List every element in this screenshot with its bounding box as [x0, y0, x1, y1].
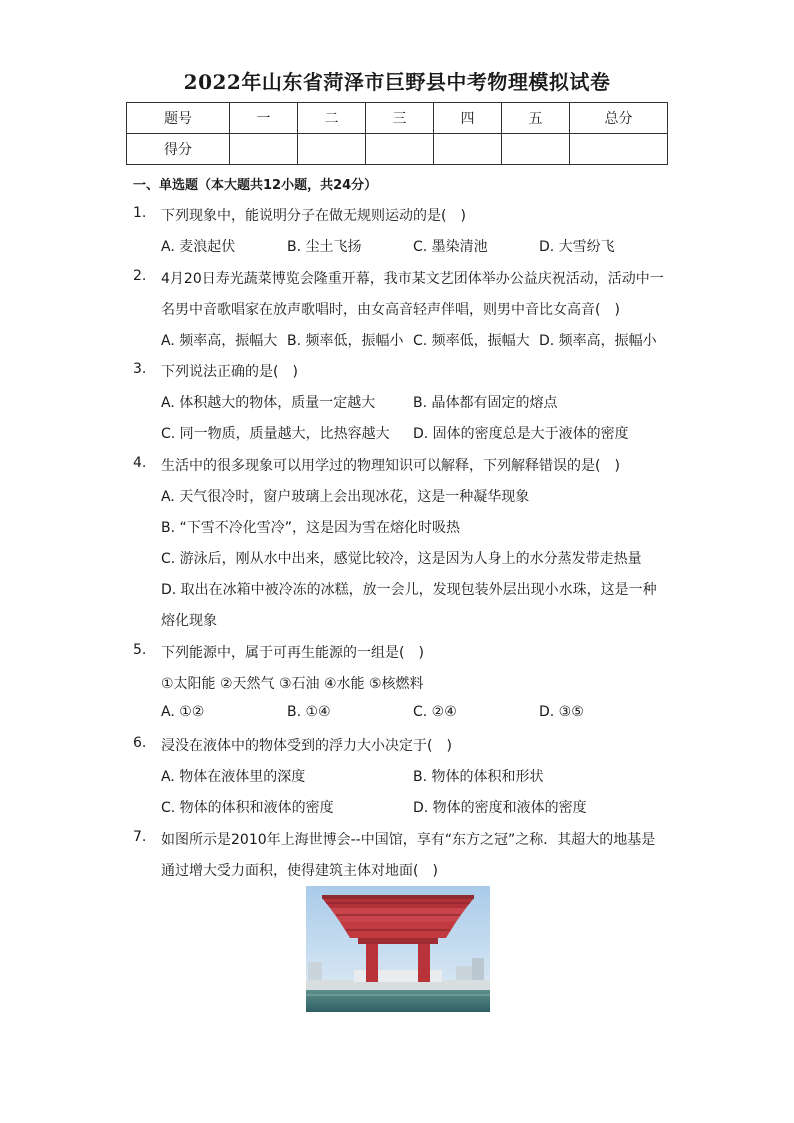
score-header-cell: 五: [502, 103, 570, 134]
score-table: [126, 102, 668, 165]
score-cell: [298, 134, 366, 165]
option-d: D. 固体的密度总是大于液体的密度: [413, 426, 629, 442]
option-d-line-1: D. 取出在冰箱中被冷冻的冰糕，放一会儿，发现包装外层出现小水珠，这是一种: [161, 582, 657, 598]
score-table-score-row: [127, 134, 668, 165]
option-b: B. “下雪不冷化雪冷”，这是因为雪在熔化时吸热: [161, 520, 461, 536]
question-number: 5.: [133, 642, 147, 658]
score-header-cell: 四: [434, 103, 502, 134]
option-b: B. 晶体都有固定的熔点: [413, 395, 558, 411]
score-header-cell: 三: [366, 103, 434, 134]
china-pavilion-photo: [306, 886, 490, 1012]
score-row-label: 得分: [127, 134, 230, 165]
question-stem: 下列现象中，能说明分子在做无规则运动的是( ): [161, 208, 466, 224]
question-stem: 浸没在液体中的物体受到的浮力大小决定于( ): [161, 738, 452, 754]
option-a: A. 体积越大的物体，质量一定越大: [161, 395, 376, 411]
option-b: B. 物体的体积和形状: [413, 769, 544, 785]
question-number: 2.: [133, 268, 147, 284]
option-b: B. 尘土飞扬: [287, 239, 362, 255]
option-b: B. ①④: [287, 704, 331, 720]
question-stem-line-1: 如图所示是2010年上海世博会--中国馆，享有“东方之冠”之称．其超大的地基是: [161, 832, 656, 848]
question-stem: 生活中的很多现象可以用学过的物理知识可以解释，下列解释错误的是( ): [161, 458, 620, 474]
score-cell: [502, 134, 570, 165]
option-a: A. 麦浪起伏: [161, 239, 236, 255]
option-a: A. 频率高，振幅大: [161, 333, 278, 349]
option-b: B. 频率低，振幅小: [287, 333, 404, 349]
question-stem: 下列说法正确的是( ): [161, 364, 298, 380]
page-title: 2022年山东省菏泽市巨野县中考物理模拟试卷: [183, 70, 611, 94]
score-header-cell: 一: [230, 103, 298, 134]
option-d: D. 大雪纷飞: [539, 239, 615, 255]
option-d: D. ③⑤: [539, 704, 584, 720]
question-stem-line-2: 名男中音歌唱家在放声歌唱时，由女高音轻声伴唱，则男中音比女高音( ): [161, 302, 620, 318]
question-number: 6.: [133, 735, 147, 751]
option-c: C. 同一物质，质量越大，比热容越大: [161, 426, 390, 442]
question-number: 4.: [133, 455, 147, 471]
option-d: D. 物体的密度和液体的密度: [413, 800, 587, 816]
score-cell: [570, 134, 668, 165]
question-stem-line-2: 通过增大受力面积，使得建筑主体对地面( ): [161, 863, 438, 879]
option-c: C. 频率低，振幅大: [413, 333, 530, 349]
option-c: C. 游泳后，刚从水中出来，感觉比较冷，这是因为人身上的水分蒸发带走热量: [161, 551, 642, 567]
option-a: A. 物体在液体里的深度: [161, 769, 306, 785]
score-header-cell: 题号: [127, 103, 230, 134]
question-stem: 下列能源中，属于可再生能源的一组是( ): [161, 645, 424, 661]
score-header-cell: 总分: [570, 103, 668, 134]
score-cell: [366, 134, 434, 165]
question-number: 7.: [133, 829, 147, 845]
question-stem-line-1: 4月20日寿光蔬菜博览会隆重开幕，我市某文艺团体举办公益庆祝活动，活动中一: [161, 271, 664, 287]
score-cell: [230, 134, 298, 165]
option-c: C. 墨染清池: [413, 239, 488, 255]
option-c: C. 物体的体积和液体的密度: [161, 800, 334, 816]
question-number: 3.: [133, 361, 147, 377]
option-d: D. 频率高，振幅小: [539, 333, 657, 349]
question-number: 1.: [133, 205, 147, 221]
section-heading: 一、单选题（本大题共12小题，共24分）: [133, 178, 378, 193]
score-header-cell: 二: [298, 103, 366, 134]
score-cell: [434, 134, 502, 165]
energy-list: ①太阳能 ②天然气 ③石油 ④水能 ⑤核燃料: [161, 676, 424, 692]
option-a: A. ①②: [161, 704, 205, 720]
option-d-line-2: 熔化现象: [161, 613, 217, 629]
option-a: A. 天气很冷时，窗户玻璃上会出现冰花，这是一种凝华现象: [161, 489, 530, 505]
score-table-header-row: [127, 103, 668, 134]
option-c: C. ②④: [413, 704, 457, 720]
